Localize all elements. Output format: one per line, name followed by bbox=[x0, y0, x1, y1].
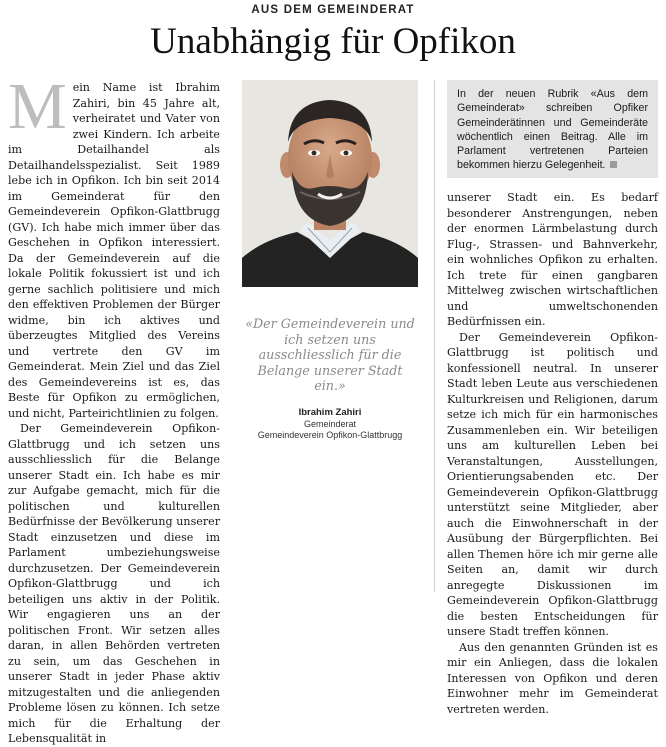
lead-text: ein Name ist Ibrahim Zahiri, bin 45 Jahre alt, verheiratet und Vater von zwei Kindern. Ich arbeite im Detailhandel als Detailhandelsspezialist. Seit 1989 lebe ich in Opfikon. Ich bin seit 2014 im Gemeinderat für den Gemeindeverein Opfikon-Glattbrugg (GV). Ich habe mich immer über das Geschehen in Opfikon interessiert. Da der Gemeindeverein auf die lokale Politik fokussiert ist und ich gerne sachlich politisiere und mich den effektiven Problemen der Bürger widme, bin ich aktives und überzeugtes Mitglied des Vereins und vertrete den GV im Gemeinderat. Mein Ziel und das Ziel des Gemeindevereins ist es, das Beste für Opfikon zu ermöglichen, und nicht, Parteirichtlinien zu folgen. bbox=[8, 81, 220, 420]
article-headline: Unabhängig für Opfikon bbox=[150, 21, 516, 62]
quote-author-role bbox=[242, 419, 418, 441]
column-divider bbox=[434, 80, 435, 592]
portrait-illustration bbox=[242, 80, 418, 287]
paragraph: unserer Stadt ein. Es bedarf besonderer Anstrengungen, neben der enormen Lärmbelastung durch Flug-, Strassen- und Bahnverkehr, ein wohnliches Opfikon zu erhalten. Ich trete für einen gangbaren Mittelweg zwischen wirtschaftlichen und umweltschonenden Bedürfnissen ein. bbox=[447, 191, 658, 328]
quote-author: Ibrahim Zahiri bbox=[298, 407, 362, 418]
paragraph: Aus den genannten Gründen ist es mir ein Anliegen, dass die lokalen Interessen von Opfikon und deren Einwohner mehr im Gemeinderat vertreten werden. bbox=[447, 640, 658, 716]
section-kicker: AUS DEM GEMEINDERAT bbox=[251, 4, 415, 16]
paragraph: Der Gemeindeverein Opfikon-Glattbrugg ist politisch und konfessionell neutral. In unserer Stadt leben Leute aus verschiedenen Kulturkreisen und Religionen, darum setze ich mich für ein harmonisches Zusammenleben ein. Wir beteiligen uns am kulturellen Leben bei Veranstaltungen, Ausstellungen, Orientierungsabenden etc. Der Gemeindeverein Opfikon-Glattbrugg unterstützt seine Mitglieder, aber auch die Einwohnerschaft in der Ausübung der Bürgerpflichten. Bei allen Themen höre ich mir gerne alle Seiten an, damit wir durch anregegte Diskussionen im Gemeindeverein Opfikon-Glattbrugg die besten Entscheidungen für unsere Stadt treffen können. bbox=[447, 330, 658, 638]
pull-quote: «Der Gemeindeverein und ich setzen uns ausschliesslich für die Belange unserer Stadt ein.» bbox=[245, 316, 415, 394]
role-title: Gemeinderat bbox=[303, 419, 357, 429]
author-photo bbox=[242, 80, 418, 287]
article-column-3 bbox=[447, 190, 658, 717]
article-column-1 bbox=[8, 70, 220, 747]
end-mark-icon bbox=[610, 161, 617, 168]
info-box-text: In der neuen Rubrik «Aus dem Gemeinderat» schreiben Opfiker Gemeinderätinnen und Gemeinderäte wöchentlich einen Beitrag. Alle im Parlament vertretenen Parteien bekommen hierzu Gelegenheit. bbox=[457, 88, 648, 172]
lead-paragraph bbox=[8, 70, 220, 421]
info-box bbox=[447, 80, 658, 178]
drop-cap: M bbox=[8, 70, 67, 143]
paragraph: Der Gemeindeverein Opfikon-Glattbrugg und ich setzen uns ausschliesslich für die Belange unserer Stadt ein. Ich habe es mir zur Aufgabe gemacht, mich für die politischen und kulturellen Bedürfnisse der Bevölkerung unserer Stadt einzusetzen und diese im Parlament umbeziehungsweise durchzusetzen. Der Gemeindeverein Opfikon-Glattbrugg und ich beteiligen uns aktiv in der Politik. Wir engagieren uns an der politischen Front. Wir setzen alles daran, in allen Behörden vertreten zu sein, um das Geschehen in unserer Stadt in jeder Phase aktiv mitzugestalten und die anliegenden Probleme lösen zu können. Ich setze mich für die Erhaltung der Lebensqualität in bbox=[8, 422, 220, 745]
role-organisation: Gemeindeverein Opfikon-Glattbrugg bbox=[257, 430, 403, 440]
